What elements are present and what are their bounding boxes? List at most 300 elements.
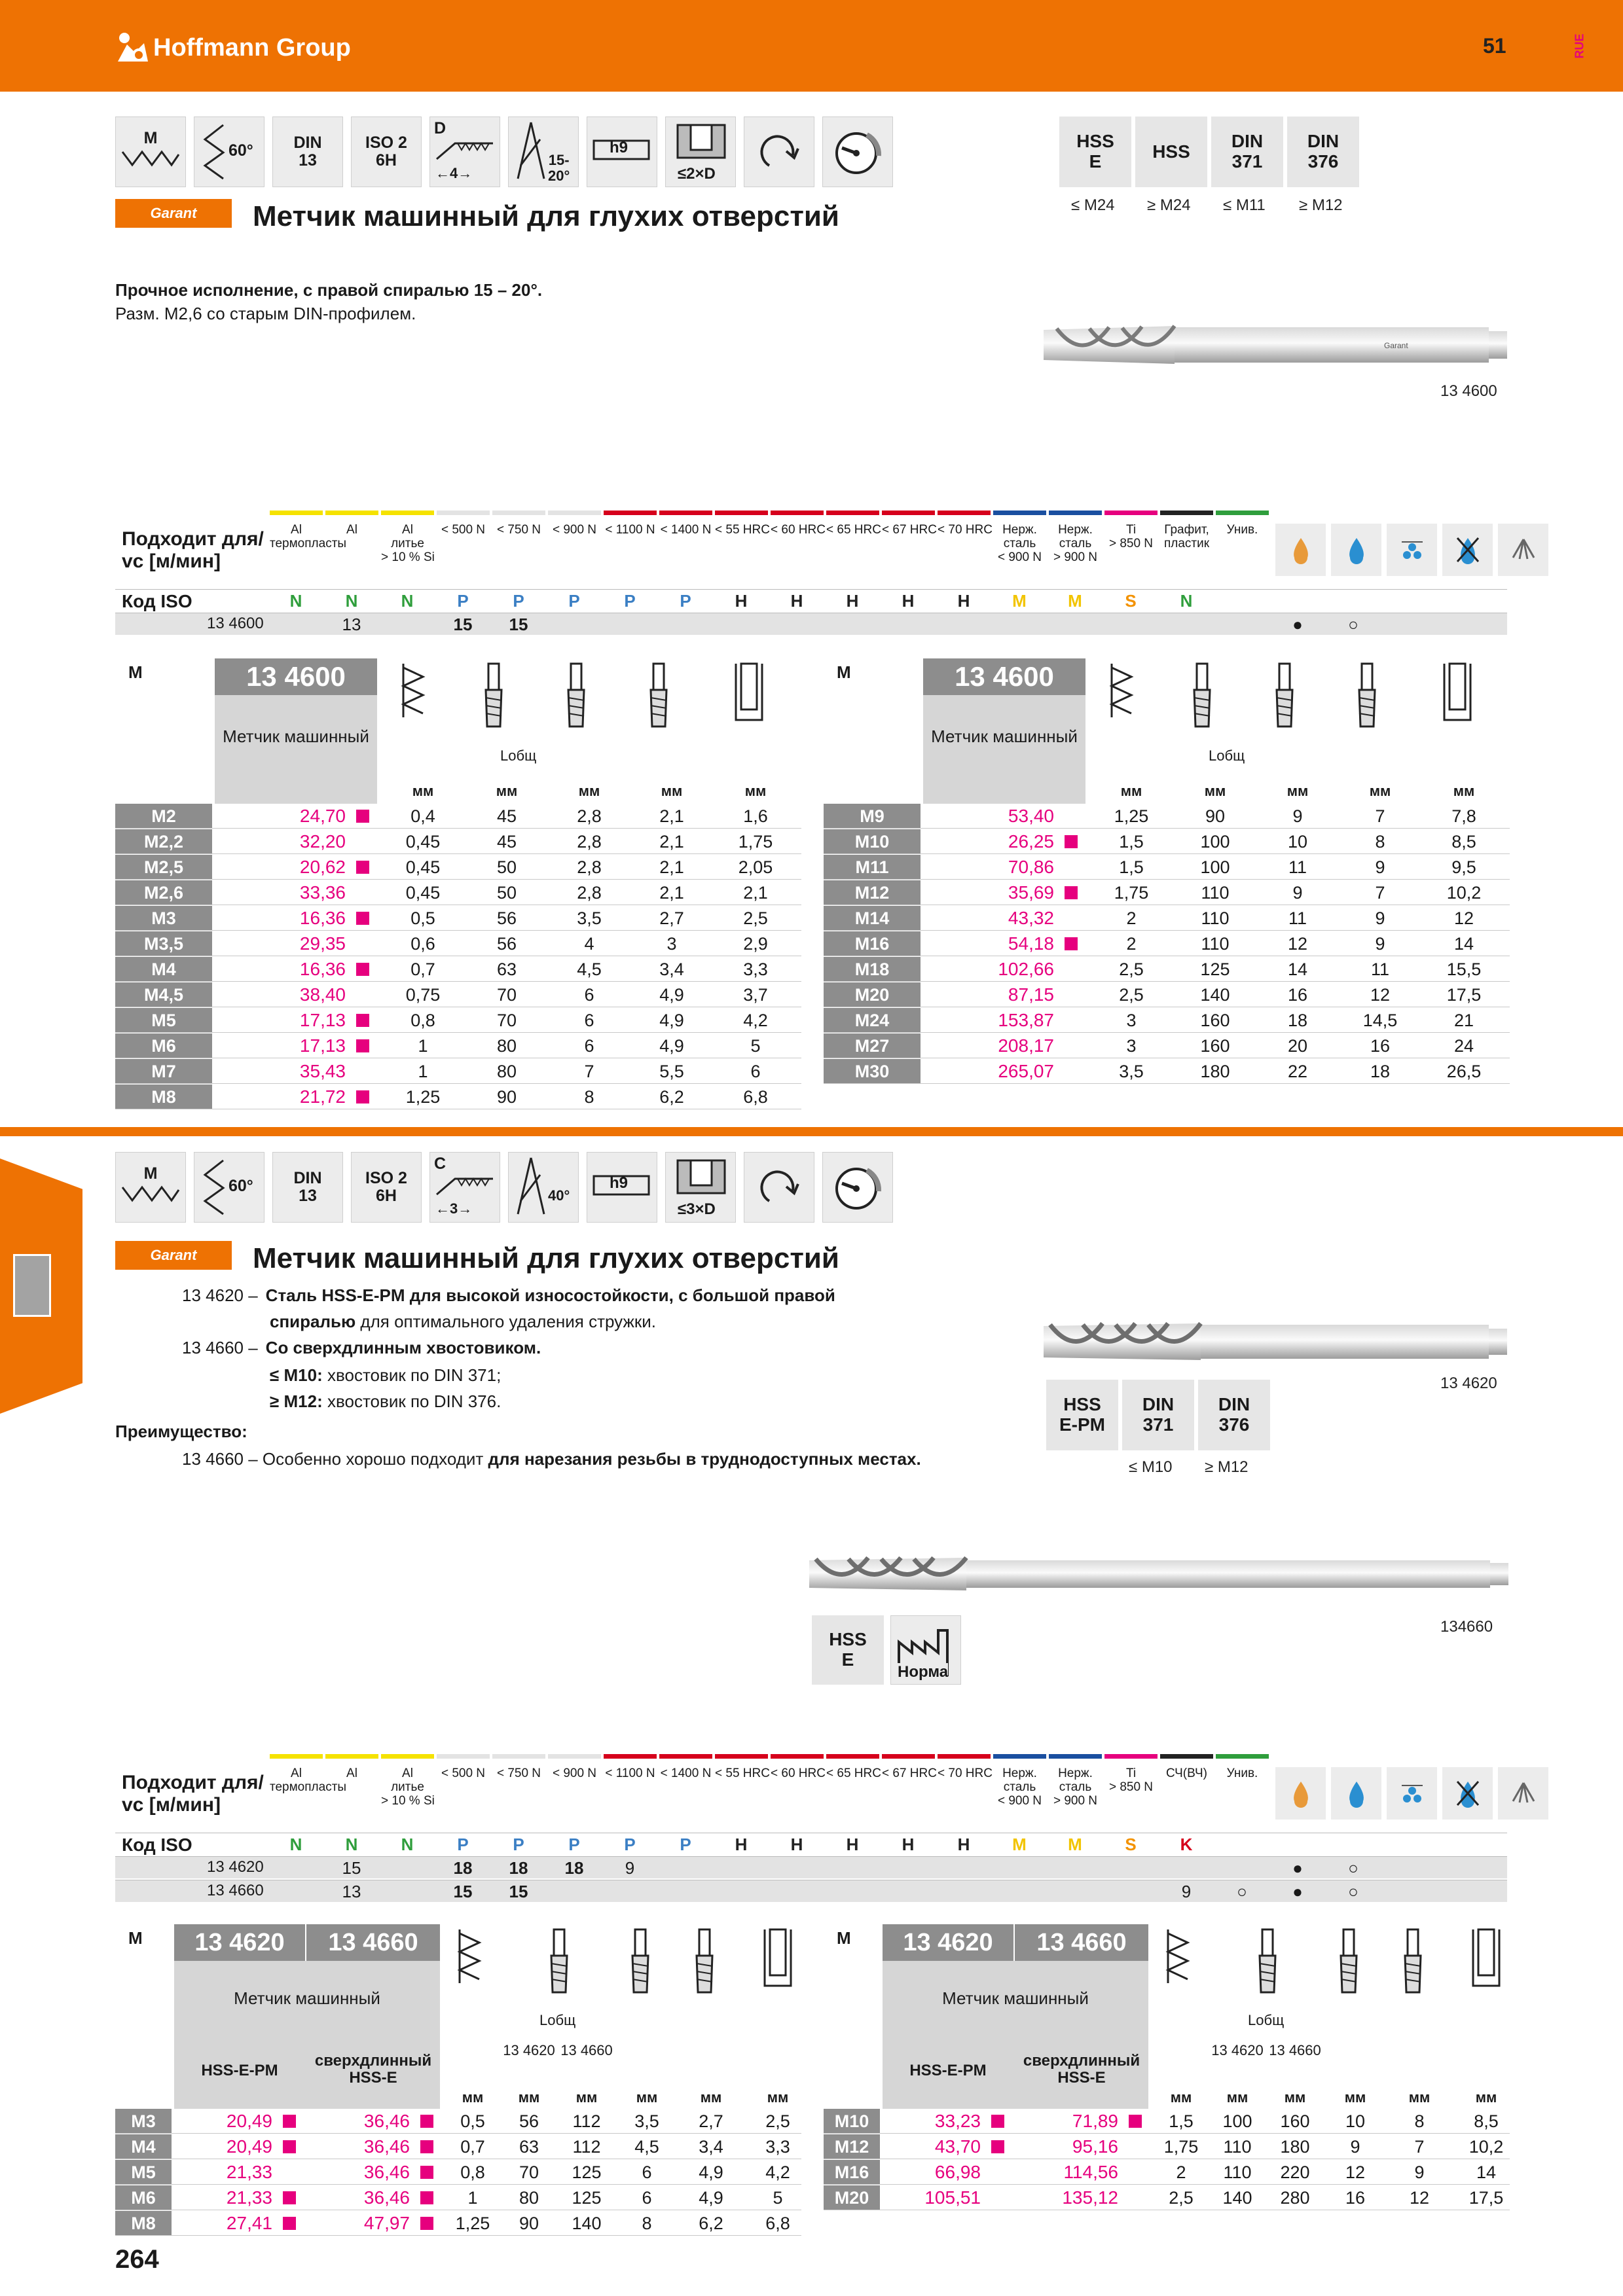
speed-value: 18 [564,1858,584,1878]
dim-value: 1,75 [1114,883,1149,903]
price-cell-2: 36,46 [363,2136,410,2157]
dim-value: 26,5 [1446,1062,1482,1081]
dim-value: 110 [1223,2162,1252,2182]
tool-code-134620: 13 4620 [1440,1374,1497,1392]
price-value: 43,32 [1008,908,1054,928]
dim-value: 8 [1414,2111,1425,2131]
tool-code-134600: 13 4600 [1440,382,1497,400]
table-row [824,982,1510,1007]
table-row [115,931,801,956]
price-value: 17,13 [299,1035,346,1056]
material-header-5: < 900 N [552,1767,597,1780]
size-cell: M3 [115,906,212,931]
size-cell: M12 [824,2134,880,2159]
desc-line-plain-3: хвостовик по DIN 371; [322,1365,501,1385]
rotation-arrow-icon [756,129,802,175]
hoffmann-logo-icon [115,30,149,64]
material-group-bar-6 [604,1754,657,1759]
dim-value: 45 [496,832,517,852]
dim-value: 5,5 [659,1062,684,1081]
dim-value: 14,5 [1362,1011,1398,1030]
dim-value: 56 [496,934,517,954]
garant-badge: Garant [115,199,232,228]
right-hand-rotation-box [744,1152,814,1223]
tap-image-134620 [1044,1316,1508,1371]
column-icon-1 [1189,661,1215,736]
unit-label: мм [1120,783,1142,799]
section2-title: Метчик машинный для глухих отверстий [253,1242,839,1274]
desc-line-bold-2: Со сверхдлинным хвостовиком. [265,1338,541,1357]
speed-value: 18 [509,1858,528,1878]
iso-code-2: N [401,591,414,611]
overall-length-label: Lобщ [500,747,537,764]
dim-value: 1,5 [1119,857,1144,877]
dim-value: 2,5 [1119,985,1144,1005]
length-code-2: 13 4660 [1269,2042,1321,2058]
helix-angle-label: 40° [548,1187,570,1204]
size-cell: M12 [824,880,921,905]
tap-image-134660 [809,1551,1510,1600]
dim-value: 2,1 [659,857,684,877]
dim-value: 12 [1453,908,1474,928]
unit-label: мм [1344,2089,1366,2106]
iso-code-8: H [735,591,748,611]
iso-code-16: K [1180,1835,1193,1854]
dim-value: 2,1 [659,883,684,903]
material-header-1: Al [346,523,357,537]
table-row [115,1085,801,1109]
dim-value: 110 [1201,934,1230,954]
table-row [115,1059,801,1084]
table-row [824,957,1510,982]
unit-label: мм [767,2089,789,2106]
unit-label: мм [496,783,518,799]
din-standard-label: DIN 13 [293,133,322,170]
table-row [824,1033,1510,1058]
material-group-bar-17 [1216,1754,1269,1759]
thread-type-label: M [143,129,158,148]
product-name: Метчик машинный [223,726,369,746]
dim-value: 2,5 [1119,960,1144,979]
thread-type-label: M [143,1164,158,1183]
size-cell: M8 [115,1085,212,1109]
material-header-6: < 1100 N [605,1767,655,1780]
dim-value: 10,2 [1446,883,1482,903]
dim-value: 0,45 [405,883,441,903]
material-box-0 [1059,117,1131,187]
price-cell-1: 20,49 [226,2136,272,2157]
dim-value: 3,5 [1119,1062,1144,1081]
dim-value: 0,4 [410,806,435,826]
unit-label: мм [462,2089,484,2106]
size-cell: M7 [115,1059,212,1084]
price-value: 29,35 [299,933,346,954]
price-cell-1: 20,49 [226,2111,272,2131]
unit-label: мм [1204,783,1226,799]
name-header-bg [215,695,377,804]
depth-ratio-label: ≤3×D [678,1200,716,1218]
table-row [824,855,1510,880]
suitability-table-2 [115,1754,1507,1905]
material-header-9: < 60 HRC [771,523,826,537]
chamfer-form-label: D [434,119,447,137]
material-header-1: Al [346,1767,357,1780]
material-header-14: Нерж. сталь > 900 N [1053,523,1098,564]
material-group-bar-4 [492,1754,545,1759]
table-row [824,931,1510,956]
material-code-3: DIN 376 [1307,131,1340,171]
size-cell: M30 [824,1059,921,1084]
dim-value: 2,1 [659,832,684,852]
desc-line-3 [182,1365,501,1386]
desc-line-code-2: 13 4660 – [182,1338,258,1357]
size-cell: M20 [824,2185,880,2210]
dim-value: 16 [1345,2188,1366,2208]
iso-code-0: N [289,1835,302,1854]
price-value: 24,70 [299,806,346,826]
section1-title: Метчик машинный для глухих отверстий [253,200,839,232]
iso-code-1: N [345,1835,358,1854]
material2-label-1: ≤ M10 [1129,1458,1173,1476]
desc-line-bold-4: ≥ M12: [270,1391,323,1411]
price-value: 17,13 [299,1010,346,1030]
unit-label: мм [1226,2089,1249,2106]
unit-label: мм [700,2089,722,2106]
desc-line-4 [182,1391,501,1412]
price-value: 33,36 [299,882,346,903]
desc-line-plain-4: хвостовик по DIN 376. [322,1391,501,1411]
material-header-11: < 67 HRC [882,523,937,537]
dim-value: 2,5 [765,2111,790,2131]
iso-code-11: H [902,1835,915,1854]
unit-label: мм [1286,783,1309,799]
dim-value: 2,5 [743,908,768,928]
iso-label: Код ISO [122,1835,192,1855]
length-code-1: 13 4620 [1211,2042,1264,2058]
material-group-bar-16 [1160,1754,1213,1759]
table-row [115,957,801,982]
desc-line-body-3 [270,1365,501,1385]
column-icon-4 [1400,1927,1426,2002]
size-cell: M16 [824,2160,880,2185]
tool-code-134660: 134660 [1440,1618,1493,1636]
table-row [115,2109,801,2134]
mist-icon [1387,524,1437,576]
size-cell: M27 [824,1033,921,1058]
dim-value: 3,5 [577,908,602,928]
material-box-1 [1135,117,1207,187]
price-cell-2: 135,12 [1062,2187,1118,2208]
suit-label-2: vc [м/мин] [122,550,221,572]
dim-value: 90 [1205,806,1226,826]
iso-code-11: H [902,591,915,611]
chamfer-form-box [429,117,500,187]
iso-code-10: H [846,591,859,611]
iso-tolerance-box [351,117,422,187]
material-code-2: DIN 371 [1231,131,1264,171]
dim-value: 1,5 [1169,2111,1194,2131]
speed-row-code: 13 4620 [207,1858,264,1876]
iso-row [115,589,1507,611]
material2-box-0 [1046,1380,1118,1450]
price-value: 32,20 [299,831,346,852]
desc-line-bold-1: спиралью [270,1312,356,1331]
price-cell-2: 71,89 [1072,2111,1118,2131]
iso-code-12: H [957,1835,970,1854]
dim-value: 80 [519,2188,539,2208]
desc-line-bold-3: ≤ M10: [270,1365,323,1385]
size-cell: M4 [115,2134,172,2159]
iso-code-3: P [457,1835,469,1854]
speed-value: 13 [342,1882,361,1901]
dim-value: 3,5 [634,2111,659,2131]
material-header-9: < 60 HRC [771,1767,826,1780]
dim-value: 0,8 [410,1011,435,1030]
material-label-2: ≤ M11 [1223,196,1266,214]
iso-code-16: N [1180,591,1193,611]
dim-value: 70 [519,2162,539,2182]
dim-value: 18 [1370,1062,1391,1081]
material2-code-1: DIN 371 [1142,1394,1175,1435]
coolant-mark: ○ [1348,1882,1359,1901]
desc-line-plain-1: для оптимального удаления стружки. [356,1312,656,1331]
coolant-mark: ● [1292,1858,1303,1878]
price-value: 153,87 [998,1010,1054,1030]
dim-value: 4,5 [577,960,602,979]
dim-value: 280 [1280,2188,1310,2208]
price-value: 35,43 [299,1061,346,1081]
dim-value: 4,2 [743,1011,768,1030]
material-box-3 [1287,117,1359,187]
helix-angle-label: 15- 20° [548,152,570,185]
helix-icon [511,120,551,185]
iso-code-0: N [289,591,302,611]
dim-value: 0,7 [410,960,435,979]
material-header-2: Al литье > 10 % Si [381,523,435,564]
helix-angle-box [508,1152,579,1223]
unit-label: мм [1369,783,1391,799]
material-box-2 [1211,117,1283,187]
dim-value: 160 [1200,1036,1230,1056]
shank-tolerance-label: h9 [610,1174,629,1192]
dim-value: 110 [1201,908,1230,928]
tap-image-134600 [1044,317,1508,376]
unit-label: мм [636,2089,658,2106]
chamfer-form-box [429,1152,500,1223]
m-label: M [128,662,143,682]
price-value: 20,62 [299,857,346,877]
iso-code-7: P [680,591,691,611]
table-row [115,982,801,1007]
size-cell: M2,6 [115,880,212,905]
table-row [115,804,801,829]
column-icon-3 [1336,1927,1362,2002]
dim-value: 4,9 [659,1011,684,1030]
material-header-16: СЧ(ВЧ) [1166,1767,1207,1780]
column-icon-1 [481,661,507,736]
suit-label-2: vc [м/мин] [122,1794,221,1816]
dim-value: 180 [1200,1062,1230,1081]
material-group-bar-11 [882,1754,935,1759]
iso-code-6: P [624,591,636,611]
material-group-bar-15 [1104,511,1158,515]
dim-value: 63 [496,960,517,979]
product-code-header: 13 4600 [215,658,377,695]
dim-value: 9 [1414,2162,1425,2182]
column-icon-0 [453,1927,492,1989]
material-group-bar-4 [492,511,545,515]
dim-value: 180 [1280,2137,1310,2157]
dim-value: 6,2 [699,2214,723,2233]
dim-value: 14 [1287,960,1308,979]
brand-name: Hoffmann Group [153,34,351,62]
speed-row-code: 13 4600 [207,615,264,632]
suit-label-1: Подходит для/ [122,528,264,550]
iso-code-14: M [1068,1835,1082,1854]
dim-value: 1,25 [405,1087,441,1107]
dim-value: 9 [1375,934,1385,954]
material-header-10: < 65 HRC [826,1767,881,1780]
material-header-12: < 70 HRC [938,523,993,537]
dim-value: 17,5 [1468,2188,1504,2208]
material-group-bar-7 [659,1754,712,1759]
m-label: M [837,662,851,682]
material-header-0: Al термопласты [270,1767,347,1794]
dim-value: 3 [1126,1036,1137,1056]
dim-value: 9 [1375,908,1385,928]
material-group-bar-9 [771,1754,824,1759]
thread-type-box [115,117,186,187]
material-header-5: < 900 N [552,523,597,537]
dim-value: 14 [1453,934,1474,954]
material-hss-e: HSS E [812,1615,884,1685]
material-header-11: < 67 HRC [882,1767,937,1780]
price-value: 265,07 [998,1061,1054,1081]
dim-value: 4,9 [699,2162,723,2182]
dim-value: 110 [1223,2137,1252,2157]
dim-value: 0,5 [410,908,435,928]
material-group-bar-1 [325,1754,378,1759]
dim-value: 6 [584,1011,594,1030]
dim-value: 100 [1200,832,1230,852]
dim-value: 18 [1287,1011,1308,1030]
price-cell-1: 21,33 [226,2162,272,2182]
speed-value: 18 [453,1858,473,1878]
table-row [824,906,1510,931]
chamfer-icon [435,137,494,163]
dim-value: 6 [584,1036,594,1056]
unit-label: мм [575,2089,598,2106]
size-cell: M16 [824,931,921,956]
emulsion-drop-icon [1331,524,1381,576]
dim-value: 1,25 [455,2214,490,2233]
dim-value: 3,3 [765,2137,790,2157]
column-icon-5 [758,1927,797,1996]
price-cell-1: 43,70 [934,2136,981,2157]
thread-zigzag-icon [121,1183,180,1203]
price-value: 208,17 [998,1035,1054,1056]
size-cell: M5 [115,1008,212,1033]
material-group-bar-7 [659,511,712,515]
material-group-bar-13 [993,511,1046,515]
dim-value: 2,7 [659,908,684,928]
material2-label-2: ≥ M12 [1205,1458,1249,1476]
material2-code-0: HSS E-PM [1059,1394,1105,1435]
material-group-bar-8 [715,1754,768,1759]
iso-code-10: H [846,1835,859,1854]
size-cell: M3 [115,2109,172,2134]
dim-value: 220 [1280,2162,1310,2182]
dim-value: 6,2 [659,1087,684,1107]
dim-value: 11 [1370,960,1390,979]
price-value: 26,25 [1008,831,1054,852]
desc-line-body-1 [270,1312,656,1331]
angle-icon [201,122,227,181]
dim-value: 10,2 [1468,2137,1504,2157]
material-header-14: Нерж. сталь > 900 N [1053,1767,1098,1808]
chamfer-icon [435,1172,494,1198]
material-header-3: < 500 N [441,1767,486,1780]
dim-value: 1,25 [1114,806,1149,826]
size-cell: M10 [824,829,921,854]
dim-value: 4,9 [659,1036,684,1056]
thread-angle-label: 60° [228,141,253,160]
dim-value: 7,8 [1451,806,1476,826]
speed-value: 15 [453,1882,473,1901]
dim-value: 6 [584,985,594,1005]
iso-code-7: P [680,1835,691,1854]
thread-zigzag-icon [121,148,180,168]
thread-angle-box [194,1152,264,1223]
material-header-4: < 750 N [496,1767,541,1780]
suit-label-1: Подходит для/ [122,1772,264,1793]
dim-value: 22 [1287,1062,1308,1081]
dry-icon [1442,524,1493,576]
iso-code-4: P [513,1835,524,1854]
dim-value: 21 [1453,1011,1474,1030]
price-value: 87,15 [1008,984,1054,1005]
dim-value: 9,5 [1451,857,1476,877]
material-group-bar-10 [826,511,879,515]
dim-value: 2,9 [743,934,768,954]
desc-line-2 [182,1338,541,1358]
iso-code-13: M [1012,1835,1027,1854]
blind-hole-box [665,117,736,187]
price-cell-1: 66,98 [934,2162,981,2182]
unit-label: мм [1408,2089,1431,2106]
chamfer-length-label: ←3→ [435,1200,473,1217]
dim-value: 100 [1200,857,1230,877]
right-hand-rotation-box [744,117,814,187]
coolant-mark: ○ [1348,615,1359,634]
m-label: M [837,1928,851,1948]
material-header-13: Нерж. сталь < 900 N [997,523,1042,564]
unit-label: мм [744,783,767,799]
dim-value: 0,7 [460,2137,485,2157]
price-value: 35,69 [1008,882,1054,903]
dim-value: 7 [1375,806,1385,826]
product-code-header-1: 13 4620 [174,1924,305,1961]
size-cell: M2 [115,804,212,829]
price-cell-1: 33,23 [934,2111,981,2131]
dim-value: 90 [496,1087,517,1107]
unit-label: мм [1453,783,1475,799]
dim-value: 2 [1126,934,1137,954]
material-group-bar-2 [381,1754,434,1759]
price-cell-2: 47,97 [363,2213,410,2233]
speed-value: 15 [342,1858,361,1878]
speed-value: 15 [509,1882,528,1901]
